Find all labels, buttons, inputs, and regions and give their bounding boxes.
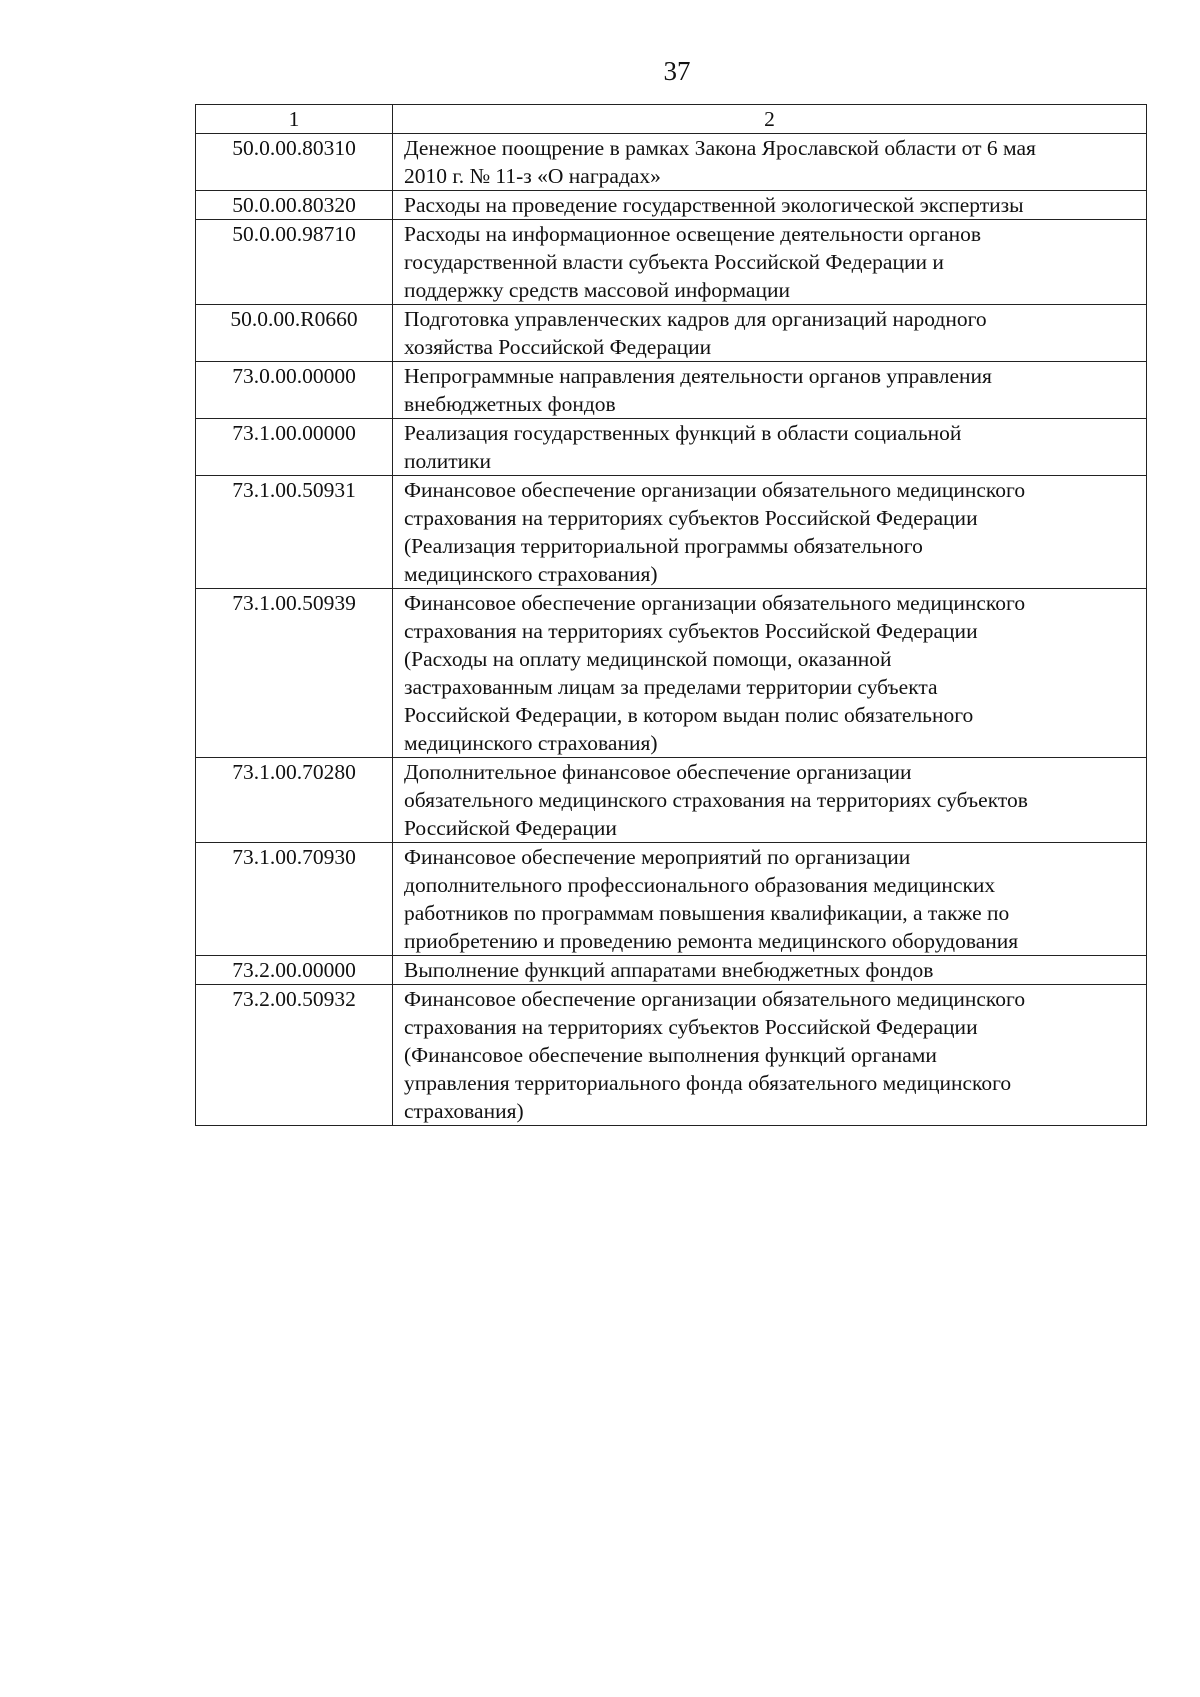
description-line: (Расходы на оплату медицинской помощи, оказанной [404,647,892,671]
description-line: обязательного медицинского страхования на территориях субъектов [404,788,1028,812]
description-line: 2010 г. № 11-з «О наградах» [404,164,661,188]
classification-code: 73.2.00.00000 [196,956,393,985]
description-line: Расходы на проведение государственной экологической экспертизы [404,193,1024,217]
table-row [196,305,1147,362]
table-row [196,191,1147,220]
description-line: управления территориального фонда обязательного медицинского [404,1071,1012,1095]
table-row [196,758,1147,843]
description-line: медицинского страхования) [404,731,658,755]
classification-code: 50.0.00.80320 [196,191,393,220]
column-header-code: 1 [196,105,393,134]
table-row [196,589,1147,758]
classification-description [393,476,1147,589]
classification-code: 73.1.00.70280 [196,758,393,843]
classification-code: 73.1.00.50939 [196,589,393,758]
description-line: страхования на территориях субъектов Российской Федерации [404,506,978,530]
table-row [196,843,1147,956]
description-line: политики [404,449,492,473]
table-row [196,220,1147,305]
column-header-description: 2 [393,105,1147,134]
description-line: Финансовое обеспечение мероприятий по организации [404,845,911,869]
description-line: Денежное поощрение в рамках Закона Ярославской области от 6 мая [404,136,1036,160]
table-row [196,956,1147,985]
description-line: Расходы на информационное освещение деятельности органов [404,222,981,246]
table-row [196,476,1147,589]
description-line: дополнительного профессионального образования медицинских [404,873,996,897]
description-line: приобретению и проведению ремонта медицинского оборудования [404,929,1019,953]
classification-description [393,191,1147,220]
classification-code: 50.0.00.98710 [196,220,393,305]
classification-code: 73.0.00.00000 [196,362,393,419]
classification-description [393,985,1147,1126]
description-line: Реализация государственных функций в области социальной [404,421,962,445]
table-row [196,419,1147,476]
classification-description [393,305,1147,362]
description-line: Российской Федерации [404,816,617,840]
description-line: Дополнительное финансовое обеспечение организации [404,760,912,784]
table-header-row [196,105,1147,134]
description-line: поддержку средств массовой информации [404,278,790,302]
table-body [196,134,1147,1126]
description-line: (Финансовое обеспечение выполнения функций органами [404,1043,937,1067]
description-line: страхования) [404,1099,524,1123]
classification-description [393,134,1147,191]
classification-description [393,843,1147,956]
table-row [196,362,1147,419]
table-row [196,985,1147,1126]
description-line: Финансовое обеспечение организации обязательного медицинского [404,987,1026,1011]
description-line: медицинского страхования) [404,562,658,586]
description-line: Выполнение функций аппаратами внебюджетных фондов [404,958,934,982]
description-line: (Реализация территориальной программы обязательного [404,534,923,558]
classification-code: 73.1.00.70930 [196,843,393,956]
classification-code: 50.0.00.R0660 [196,305,393,362]
page-number: 37 [663,56,691,86]
classification-description [393,589,1147,758]
description-line: Непрограммные направления деятельности органов управления [404,364,992,388]
classification-description [393,758,1147,843]
description-line: страхования на территориях субъектов Российской Федерации [404,1015,978,1039]
description-line: хозяйства Российской Федерации [404,335,712,359]
description-line: Подготовка управленческих кадров для организаций народного [404,307,987,331]
description-line: внебюджетных фондов [404,392,616,416]
description-line: Финансовое обеспечение организации обязательного медицинского [404,591,1026,615]
classification-code: 73.2.00.50932 [196,985,393,1126]
classification-description [393,220,1147,305]
budget-classification-table [195,104,1147,1126]
description-line: страхования на территориях субъектов Российской Федерации [404,619,978,643]
description-line: Российской Федерации, в котором выдан полис обязательного [404,703,974,727]
description-line: государственной власти субъекта Российской Федерации и [404,250,944,274]
table-row [196,134,1147,191]
classification-code: 50.0.00.80310 [196,134,393,191]
classification-code: 73.1.00.50931 [196,476,393,589]
description-line: застрахованным лицам за пределами территории субъекта [404,675,938,699]
description-line: Финансовое обеспечение организации обязательного медицинского [404,478,1026,502]
classification-code: 73.1.00.00000 [196,419,393,476]
classification-description [393,419,1147,476]
classification-description [393,956,1147,985]
classification-description [393,362,1147,419]
description-line: работников по программам повышения квалификации, а также по [404,901,1010,925]
table-header [196,105,1147,134]
